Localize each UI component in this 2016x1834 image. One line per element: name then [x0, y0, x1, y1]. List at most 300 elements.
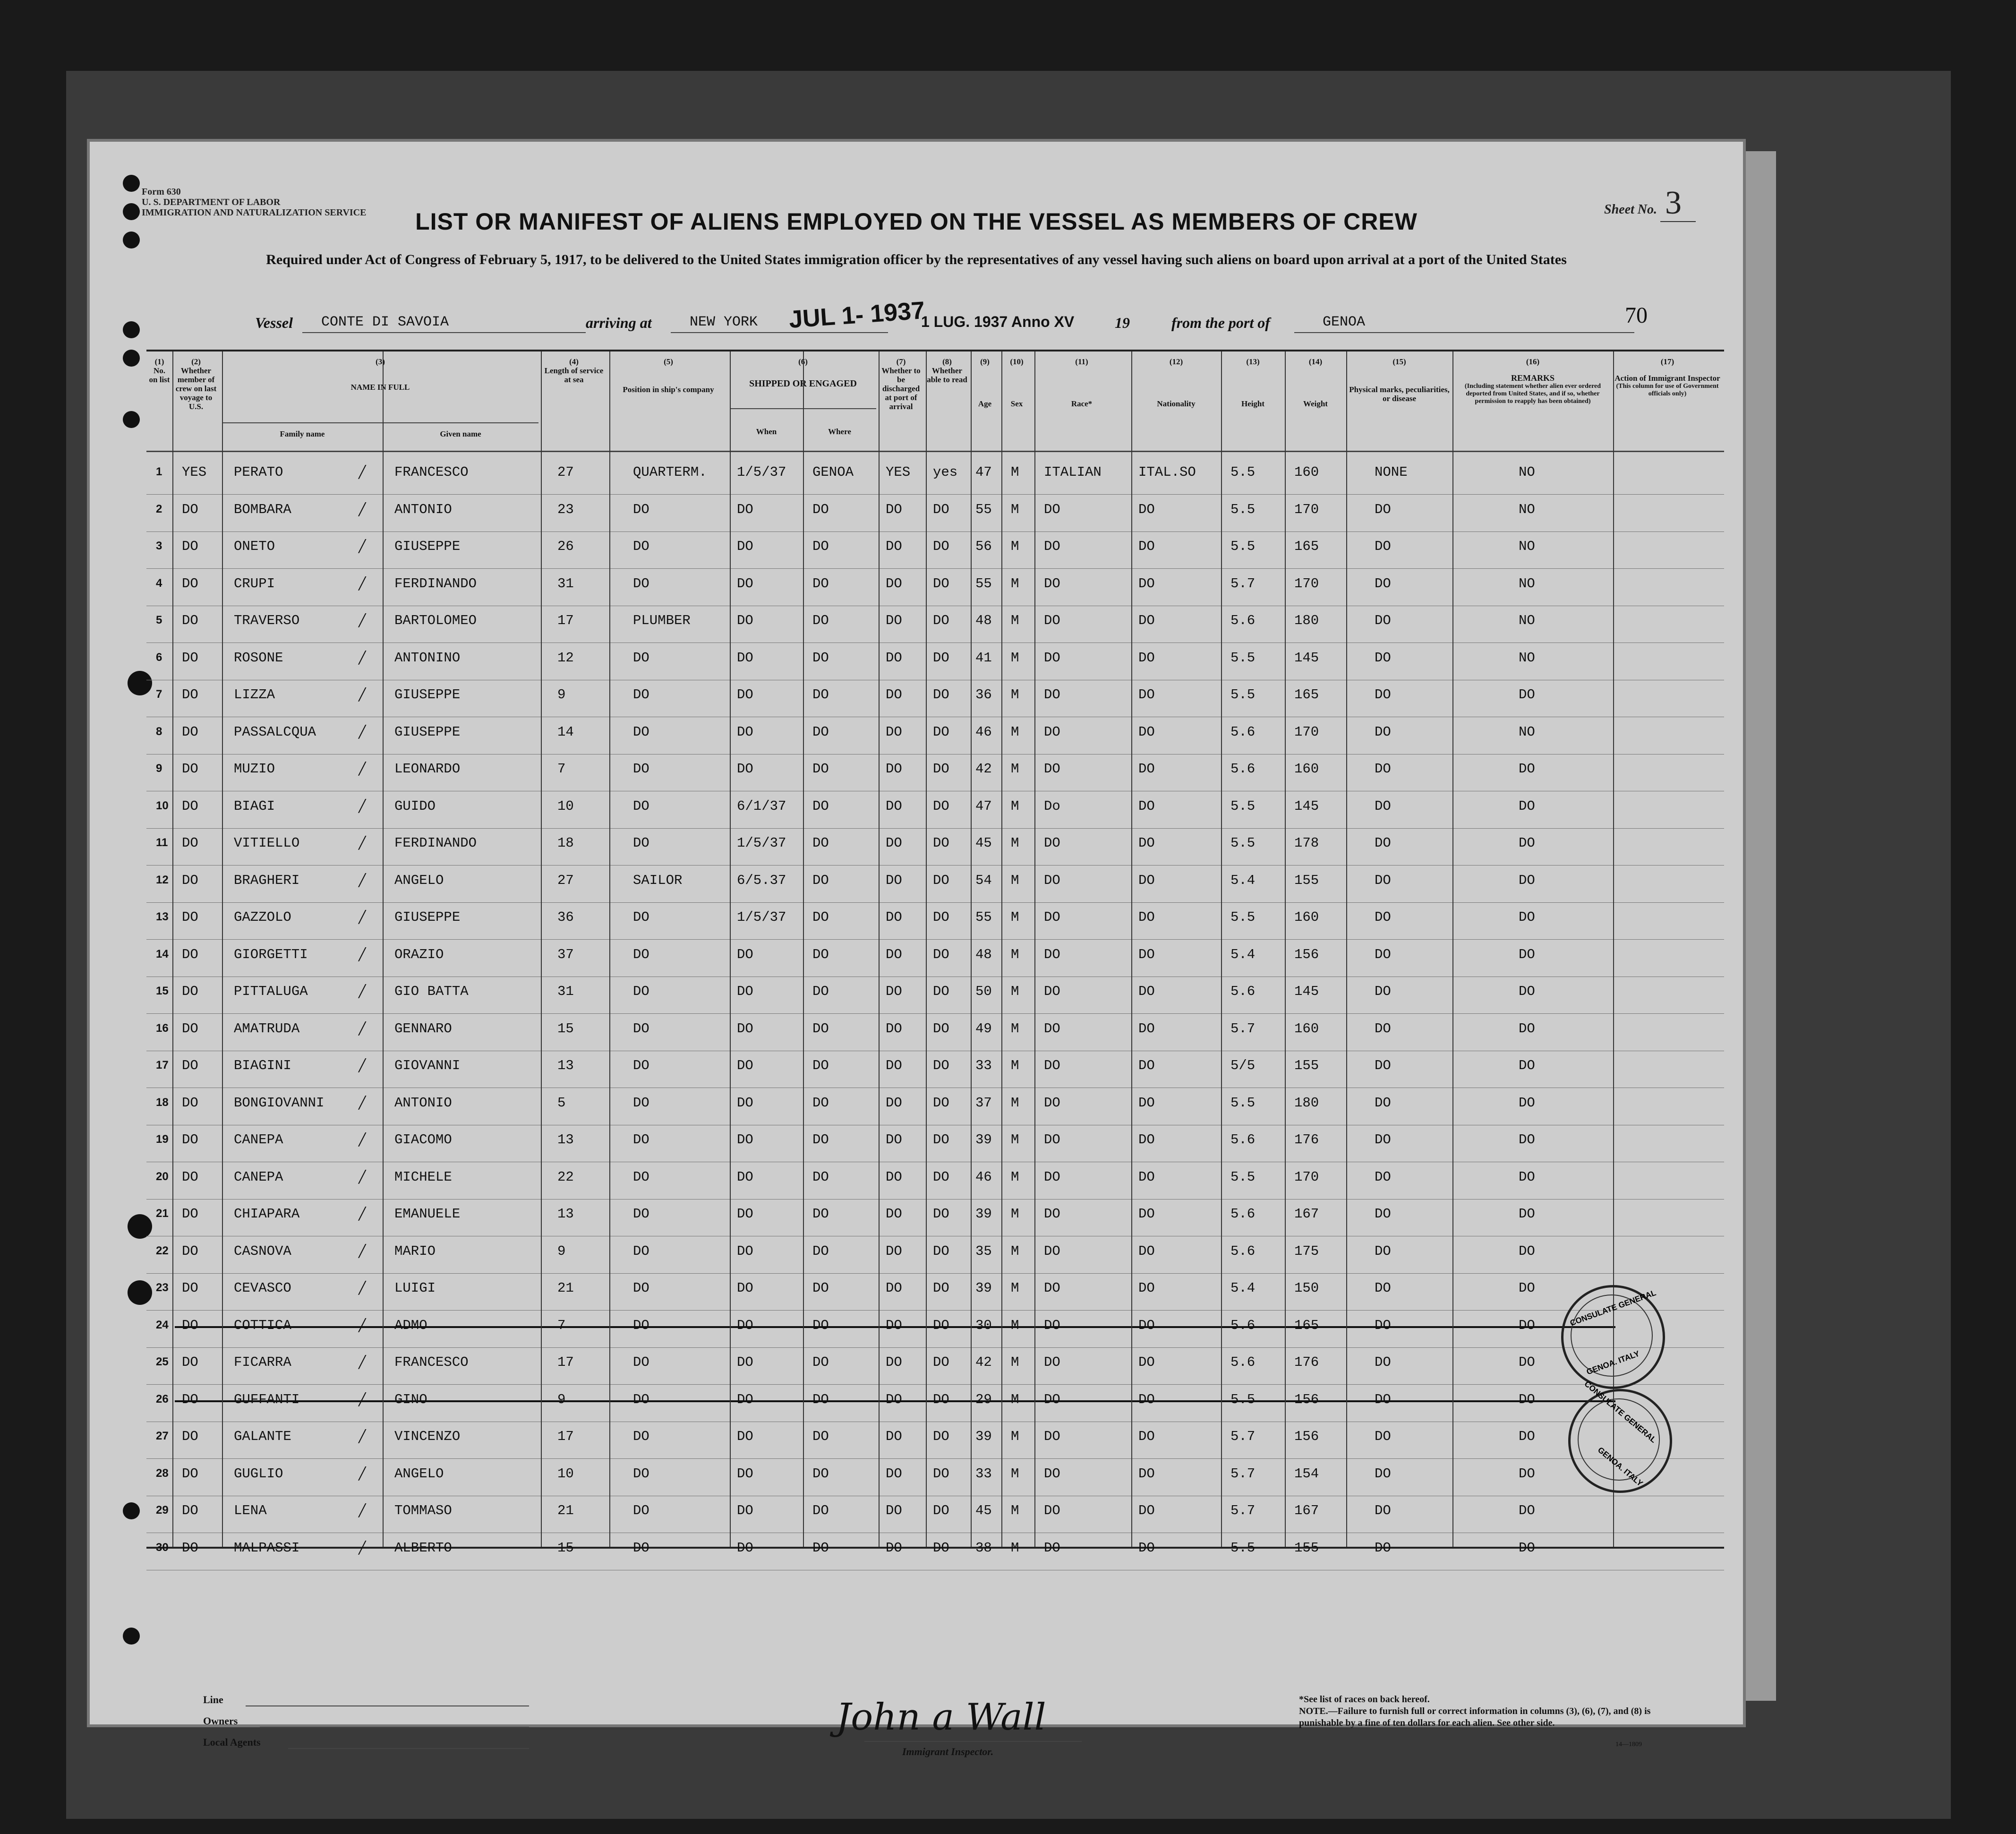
row-number: 18: [156, 1096, 169, 1109]
check-mark: /: [359, 868, 365, 891]
row-read: DO: [933, 872, 949, 888]
row-marks: DO: [1375, 1465, 1391, 1482]
row-sex: M: [1011, 1540, 1019, 1556]
row-service: 21: [557, 1503, 574, 1518]
row-sex: M: [1011, 984, 1019, 999]
col-label: Whether to be discharged at port of arrival: [881, 366, 921, 411]
row-given-name: MARIO: [394, 1243, 436, 1259]
col-discharge-header: [879, 357, 923, 411]
row-where: DO: [812, 1132, 829, 1148]
form-code: 14—1809: [1615, 1741, 1642, 1748]
row-family-name: CHIAPARA: [234, 1206, 300, 1222]
row-given-name: GIOVANNI: [394, 1058, 461, 1073]
row-marks: DO: [1375, 1058, 1391, 1073]
row-when: DO: [737, 1132, 753, 1148]
col-name-header: [222, 357, 538, 392]
row-race: DO: [1044, 1503, 1060, 1518]
row-where: DO: [812, 761, 829, 777]
row-service: 13: [557, 1206, 574, 1222]
col-height-header: [1221, 357, 1285, 408]
row-nationality: DO: [1138, 539, 1155, 554]
row-age: 48: [975, 613, 992, 628]
row-read: DO: [933, 1429, 949, 1444]
row-family-name: CASNOVA: [234, 1243, 291, 1259]
row-read: DO: [933, 1540, 949, 1556]
row-given-name: LUIGI: [394, 1280, 436, 1296]
row-remarks: DO: [1519, 1503, 1535, 1518]
row-service: 21: [557, 1280, 574, 1296]
row-crew: DO: [182, 1280, 198, 1296]
column-rule: [1034, 351, 1035, 1547]
row-age: 35: [975, 1243, 992, 1259]
row-nationality: DO: [1138, 687, 1155, 703]
row-marks: DO: [1375, 872, 1391, 888]
row-position: DO: [633, 1540, 649, 1556]
row-given-name: GENNARO: [394, 1020, 452, 1037]
row-weight: 165: [1294, 687, 1319, 703]
row-given-name: FERDINANDO: [394, 575, 477, 591]
row-read: DO: [933, 1280, 949, 1296]
row-race: DO: [1044, 1280, 1060, 1296]
row-sex: M: [1011, 724, 1019, 740]
column-rule: [1346, 351, 1347, 1547]
row-height: 5.6: [1230, 761, 1256, 777]
col-num: (8): [942, 357, 952, 366]
row-remarks: DO: [1519, 1132, 1535, 1148]
row-discharge: DO: [886, 1391, 902, 1407]
row-number: 19: [156, 1133, 169, 1146]
row-position: DO: [633, 724, 649, 740]
row-discharge: DO: [886, 1206, 902, 1222]
row-marks: DO: [1375, 835, 1391, 851]
arriving-value: NEW YORK: [671, 314, 888, 333]
row-race: DO: [1044, 1095, 1060, 1111]
row-number: 8: [156, 725, 162, 738]
check-mark: /: [359, 831, 365, 854]
row-position: DO: [633, 984, 649, 999]
row-sex: M: [1011, 1243, 1019, 1259]
row-discharge: DO: [886, 1429, 902, 1444]
row-remarks: DO: [1519, 1095, 1535, 1111]
row-height: 5.5: [1230, 464, 1256, 480]
column-rule: [222, 351, 223, 1547]
row-where: DO: [812, 1540, 829, 1556]
col-label: Whether member of crew on last voyage to U.S.: [175, 366, 217, 411]
row-age: 46: [975, 1169, 992, 1185]
row-service: 9: [557, 1243, 566, 1259]
seal-text-bottom: GENOA. ITALY: [1585, 1349, 1641, 1377]
row-weight: 167: [1294, 1206, 1319, 1222]
row-sex: M: [1011, 650, 1019, 666]
row-given-name: GIUSEPPE: [394, 909, 461, 925]
row-service: 10: [557, 1465, 574, 1482]
row-age: 38: [975, 1540, 992, 1556]
row-height: 5.5: [1230, 687, 1256, 703]
col-num: (2): [191, 357, 201, 366]
column-rule: [879, 351, 880, 1547]
col-label: Nationality: [1157, 399, 1196, 408]
row-family-name: PITTALUGA: [234, 984, 308, 999]
row-sex: M: [1011, 1354, 1019, 1370]
row-weight: 145: [1294, 650, 1319, 666]
row-height: 5.5: [1230, 1095, 1256, 1111]
punch-hole: [123, 175, 140, 192]
row-number: 9: [156, 762, 162, 775]
row-service: 12: [557, 650, 574, 666]
row-remarks: DO: [1519, 1020, 1535, 1037]
row-height: 5/5: [1230, 1058, 1256, 1073]
col-remarks-header: [1452, 357, 1613, 405]
row-weight: 170: [1294, 501, 1319, 517]
row-crew: DO: [182, 1169, 198, 1185]
row-sex: M: [1011, 1132, 1019, 1148]
row-given-name: GIO BATTA: [394, 984, 469, 999]
row-discharge: DO: [886, 650, 902, 666]
row-family-name: MALPASSI: [234, 1540, 300, 1556]
row-sex: M: [1011, 1280, 1019, 1296]
check-mark: /: [359, 979, 365, 1003]
row-race: DO: [1044, 872, 1060, 888]
row-position: DO: [633, 835, 649, 851]
page-number: 70: [1625, 303, 1648, 328]
check-mark: /: [359, 1350, 365, 1373]
row-height: 5.7: [1230, 1020, 1256, 1037]
row-race: DO: [1044, 539, 1060, 554]
col-num: (3): [376, 357, 385, 366]
row-service: 9: [557, 1391, 566, 1407]
row-remarks: NO: [1519, 575, 1535, 591]
row-remarks: DO: [1519, 1317, 1535, 1333]
row-crew: DO: [182, 909, 198, 925]
row-where: DO: [812, 724, 829, 740]
row-race: DO: [1044, 1540, 1060, 1556]
row-crew: DO: [182, 501, 198, 517]
row-number: 10: [156, 799, 169, 812]
row-position: QUARTERM.: [633, 464, 707, 480]
footer-line-label: Line: [203, 1694, 223, 1705]
row-given-name: GIUSEPPE: [394, 687, 461, 703]
row-age: 54: [975, 872, 992, 888]
row-discharge: DO: [886, 1132, 902, 1148]
check-mark: /: [359, 1424, 365, 1448]
row-sex: M: [1011, 687, 1019, 703]
row-read: DO: [933, 1020, 949, 1037]
col-action-header: [1613, 357, 1722, 398]
row-age: 42: [975, 1354, 992, 1370]
row-weight: 170: [1294, 724, 1319, 740]
row-crew: DO: [182, 1429, 198, 1444]
row-nationality: DO: [1138, 984, 1155, 999]
row-race: DO: [1044, 1317, 1060, 1333]
row-crew: DO: [182, 724, 198, 740]
signature-rule: [864, 1741, 1082, 1742]
footer-agents-label: Local Agents: [203, 1736, 261, 1748]
row-height: 5.6: [1230, 613, 1256, 628]
row-nationality: DO: [1138, 613, 1155, 628]
row-sex: M: [1011, 835, 1019, 851]
row-marks: DO: [1375, 1280, 1391, 1296]
row-number: 5: [156, 614, 162, 626]
row-where: DO: [812, 1391, 829, 1407]
row-weight: 150: [1294, 1280, 1319, 1296]
row-weight: 176: [1294, 1354, 1319, 1370]
row-when: DO: [737, 650, 753, 666]
col-num: (11): [1075, 357, 1088, 366]
row-position: DO: [633, 1020, 649, 1037]
row-discharge: DO: [886, 501, 902, 517]
check-mark: /: [359, 1313, 365, 1337]
row-read: DO: [933, 798, 949, 814]
row-where: DO: [812, 835, 829, 851]
row-number: 29: [156, 1504, 169, 1517]
row-service: 37: [557, 946, 574, 962]
col-where-header: Where: [828, 427, 851, 436]
col-num: (5): [664, 357, 673, 366]
row-nationality: DO: [1138, 501, 1155, 517]
row-read: DO: [933, 761, 949, 777]
row-age: 45: [975, 1503, 992, 1518]
row-where: DO: [812, 798, 829, 814]
footer-owners-rule: [260, 1727, 529, 1728]
row-nationality: DO: [1138, 1465, 1155, 1482]
name-subdivider: [222, 422, 538, 423]
page-edge: [1743, 151, 1776, 1701]
seal-text-top: CONSULATE GENERAL: [1582, 1379, 1658, 1445]
col-num: (1): [154, 357, 164, 366]
row-nationality: DO: [1138, 1280, 1155, 1296]
row-crew: DO: [182, 872, 198, 888]
col-label: No. on list: [149, 366, 170, 384]
row-nationality: DO: [1138, 872, 1155, 888]
row-when: DO: [737, 1280, 753, 1296]
row-race: DO: [1044, 1429, 1060, 1444]
row-number: 30: [156, 1541, 169, 1554]
check-mark: /: [359, 1239, 365, 1262]
column-rule: [730, 351, 731, 1547]
row-height: 5.5: [1230, 835, 1256, 851]
row-remarks: DO: [1519, 1058, 1535, 1073]
row-where: DO: [812, 1169, 829, 1185]
row-position: DO: [633, 946, 649, 962]
row-age: 39: [975, 1280, 992, 1296]
row-where: DO: [812, 1465, 829, 1482]
column-rule: [172, 351, 173, 1547]
row-remarks: NO: [1519, 539, 1535, 554]
row-age: 45: [975, 835, 992, 851]
row-age: 56: [975, 539, 992, 554]
sheet-label: Sheet No.: [1604, 202, 1657, 217]
row-race: DO: [1044, 724, 1060, 740]
row-discharge: DO: [886, 835, 902, 851]
row-when: DO: [737, 984, 753, 999]
row-marks: DO: [1375, 613, 1391, 628]
footer-owners-label: Owners: [203, 1715, 238, 1727]
row-race: DO: [1044, 984, 1060, 999]
row-remarks: NO: [1519, 650, 1535, 666]
row-number: 23: [156, 1281, 169, 1294]
row-remarks: DO: [1519, 1243, 1535, 1259]
row-age: 36: [975, 687, 992, 703]
row-number: 22: [156, 1244, 169, 1257]
row-crew: DO: [182, 1132, 198, 1148]
row-given-name: GIUSEPPE: [394, 724, 461, 740]
row-number: 3: [156, 540, 162, 552]
col-label: Age: [978, 399, 992, 408]
row-number: 20: [156, 1170, 169, 1183]
row-age: 39: [975, 1206, 992, 1222]
column-rule: [1452, 351, 1453, 1547]
page-subtitle: Required under Act of Congress of February 5, 1917, to be delivered to the United States immigration officer by the representatives of any vessel having such aliens on board upon arrival at a port of the United States: [266, 252, 1567, 267]
row-weight: 156: [1294, 1391, 1319, 1407]
row-given-name: LEONARDO: [394, 761, 461, 777]
row-position: DO: [633, 1132, 649, 1148]
row-when: DO: [737, 1354, 753, 1370]
row-crew: DO: [182, 1465, 198, 1482]
row-read: DO: [933, 501, 949, 517]
row-service: 5: [557, 1095, 566, 1111]
arriving-label: arriving at: [586, 314, 652, 331]
page-title: LIST OR MANIFEST OF ALIENS EMPLOYED ON THE VESSEL AS MEMBERS OF CREW: [415, 208, 1418, 235]
row-nationality: DO: [1138, 575, 1155, 591]
row-given-name: ANTONIO: [394, 501, 452, 517]
row-remarks: DO: [1519, 1540, 1535, 1556]
row-height: 5.6: [1230, 1132, 1256, 1148]
col-nationality-header: [1131, 357, 1221, 408]
row-marks: DO: [1375, 575, 1391, 591]
row-family-name: COTTICA: [234, 1317, 291, 1333]
row-where: DO: [812, 946, 829, 962]
row-nationality: DO: [1138, 1317, 1155, 1333]
col-given-header: Given name: [440, 429, 481, 438]
row-race: ITALIAN: [1044, 464, 1102, 480]
row-position: DO: [633, 687, 649, 703]
row-age: 55: [975, 501, 992, 517]
row-family-name: VITIELLO: [234, 835, 300, 851]
col-sex-header: [1001, 357, 1032, 408]
row-nationality: DO: [1138, 1354, 1155, 1370]
row-remarks: DO: [1519, 1465, 1535, 1482]
row-remarks: DO: [1519, 835, 1535, 851]
row-read: DO: [933, 1243, 949, 1259]
row-family-name: AMATRUDA: [234, 1020, 300, 1037]
row-marks: DO: [1375, 1317, 1391, 1333]
row-discharge: YES: [886, 464, 911, 480]
punch-hole: [123, 350, 140, 367]
row-given-name: ANTONINO: [394, 650, 461, 666]
row-sex: M: [1011, 798, 1019, 814]
row-crew: DO: [182, 1354, 198, 1370]
col-label: Physical marks, peculiarities, or disease: [1349, 385, 1450, 403]
row-read: DO: [933, 1058, 949, 1073]
row-number: 26: [156, 1392, 169, 1405]
check-mark: /: [359, 608, 365, 632]
col-num: (13): [1246, 357, 1260, 366]
row-discharge: DO: [886, 724, 902, 740]
row-service: 31: [557, 575, 574, 591]
row-race: DO: [1044, 1058, 1060, 1073]
row-race: DO: [1044, 1391, 1060, 1407]
row-read: DO: [933, 687, 949, 703]
row-weight: 165: [1294, 1317, 1319, 1333]
row-marks: DO: [1375, 687, 1391, 703]
row-number: 17: [156, 1059, 169, 1071]
check-mark: /: [359, 757, 365, 780]
from-port-label: from the port of: [1171, 314, 1270, 331]
row-marks: DO: [1375, 798, 1391, 814]
row-age: 29: [975, 1391, 992, 1407]
italian-date-stamp: 1 LUG. 1937 Anno XV: [921, 313, 1075, 330]
consulate-seal: [1561, 1285, 1665, 1389]
row-race: DO: [1044, 613, 1060, 628]
col-service-header: [541, 357, 607, 384]
row-height: 5.5: [1230, 539, 1256, 554]
column-rule: [971, 351, 972, 1547]
row-where: DO: [812, 1206, 829, 1222]
row-family-name: TRAVERSO: [234, 613, 300, 628]
check-mark: /: [359, 720, 365, 743]
row-given-name: FRANCESCO: [394, 464, 469, 480]
row-race: DO: [1044, 1243, 1060, 1259]
row-when: DO: [737, 1540, 753, 1556]
row-position: SAILOR: [633, 872, 683, 888]
row-race: DO: [1044, 687, 1060, 703]
row-sex: M: [1011, 1020, 1019, 1037]
col-num: (12): [1169, 357, 1183, 366]
col-age-header: [971, 357, 999, 408]
row-when: DO: [737, 687, 753, 703]
row-when: DO: [737, 946, 753, 962]
row-nationality: DO: [1138, 946, 1155, 962]
check-mark: /: [359, 571, 365, 595]
col-race-header: [1034, 357, 1129, 408]
row-discharge: DO: [886, 1503, 902, 1518]
form-department: Form 630 U. S. DEPARTMENT OF LABOR IMMIGRATION AND NATURALIZATION SERVICE: [142, 187, 367, 218]
row-position: DO: [633, 1465, 649, 1482]
row-where: DO: [812, 1317, 829, 1333]
row-race: DO: [1044, 1465, 1060, 1482]
col-when-header: When: [756, 427, 777, 436]
check-mark: /: [359, 1128, 365, 1151]
row-age: 41: [975, 650, 992, 666]
row-crew: DO: [182, 1391, 198, 1407]
row-discharge: DO: [886, 798, 902, 814]
row-family-name: CANEPA: [234, 1132, 283, 1148]
check-mark: /: [359, 1016, 365, 1040]
row-given-name: FRANCESCO: [394, 1354, 469, 1370]
check-mark: /: [359, 1090, 365, 1114]
check-mark: /: [359, 794, 365, 817]
punch-hole: [123, 1502, 140, 1519]
row-where: DO: [812, 1058, 829, 1073]
row-race: DO: [1044, 650, 1060, 666]
row-given-name: BARTOLOMEO: [394, 613, 477, 628]
seal-text-top: CONSULATE GENERAL: [1569, 1288, 1657, 1328]
row-age: 47: [975, 798, 992, 814]
row-marks: DO: [1375, 501, 1391, 517]
row-family-name: BONGIOVANNI: [234, 1095, 325, 1111]
row-position: DO: [633, 650, 649, 666]
row-number: 12: [156, 873, 169, 886]
row-crew: DO: [182, 1020, 198, 1037]
row-race: DO: [1044, 909, 1060, 925]
row-family-name: LIZZA: [234, 687, 275, 703]
row-service: 13: [557, 1132, 574, 1148]
row-service: 14: [557, 724, 574, 740]
row-number: 1: [156, 465, 162, 478]
row-race: Do: [1044, 798, 1060, 814]
vessel-label: Vessel: [255, 314, 293, 331]
column-rule: [1131, 351, 1132, 1547]
